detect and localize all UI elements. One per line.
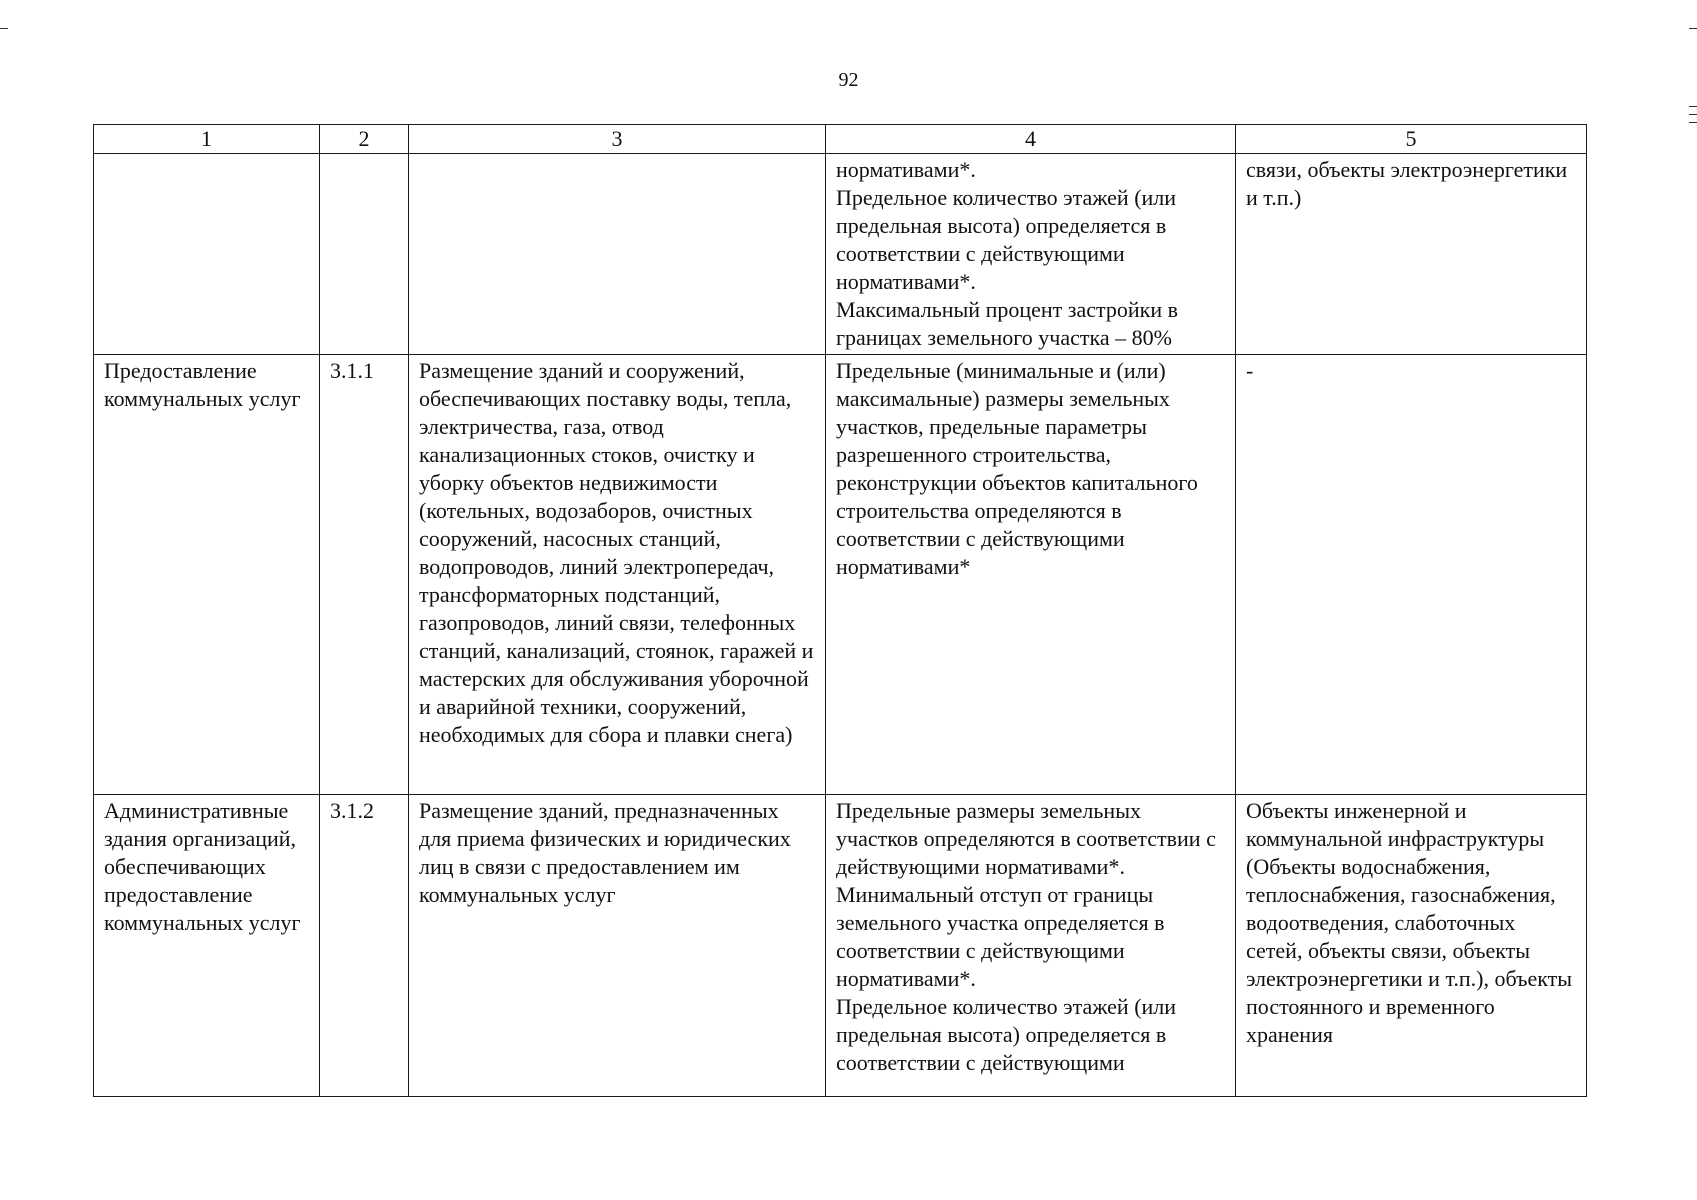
cell-related-objects: Объекты инженерной и коммунальной инфраструктуры (Объекты водоснабжения, теплоснабжения, газоснабжения, водоотведения, слаботочных сетей, объекты связи, объекты электроэнергетики и т.п.), объекты постоянного и временного хранения <box>1236 795 1587 1097</box>
cell-use-name <box>94 154 320 355</box>
cell-use-name: Предоставление коммунальных услуг <box>94 355 320 795</box>
scan-edge-mark <box>1689 114 1697 115</box>
column-header: 5 <box>1236 125 1587 154</box>
table-header-row <box>94 125 1587 154</box>
cell-related-objects: связи, объекты электроэнергетики и т.п.) <box>1236 154 1587 355</box>
cell-code: 3.1.2 <box>320 795 409 1097</box>
cell-description <box>409 154 826 355</box>
cell-description: Размещение зданий, предназначенных для приема физических и юридических лиц в связи с предоставлением им коммунальных услуг <box>409 795 826 1097</box>
cell-code: 3.1.1 <box>320 355 409 795</box>
column-header: 2 <box>320 125 409 154</box>
cell-code <box>320 154 409 355</box>
land-use-table <box>93 124 1587 1097</box>
scan-edge-mark <box>1689 28 1697 29</box>
scan-edge-mark <box>0 28 8 29</box>
cell-parameters: Предельные размеры земельных участков определяются в соответствии с действующими нормативами*. Минимальный отступ от границы земельного участка определяется в соответствии с действующими нормативами*. Предельное количество этажей (или предельная высота) определяется в соответствии с действующими <box>826 795 1236 1097</box>
table-row <box>94 154 1587 355</box>
page-number: 92 <box>838 69 859 91</box>
cell-parameters: нормативами*. Предельное количество этажей (или предельная высота) определяется в соответствии с действующими нормативами*. Максимальный процент застройки в границах земельного участка – 80% <box>826 154 1236 355</box>
cell-use-name: Административные здания организаций, обеспечивающих предоставление коммунальных услуг <box>94 795 320 1097</box>
scan-edge-mark <box>1689 122 1697 123</box>
column-header: 1 <box>94 125 320 154</box>
cell-description: Размещение зданий и сооружений, обеспечивающих поставку воды, тепла, электричества, газа, отвод канализационных стоков, очистку и уборку объектов недвижимости (котельных, водозаборов, очистных сооружений, насосных станций, водопроводов, линий электропередач, трансформаторных подстанций, газопроводов, линий связи, телефонных станций, канализаций, стоянок, гаражей и мастерских для обслуживания уборочной и аварийной техники, сооружений, необходимых для сбора и плавки снега) <box>409 355 826 795</box>
column-header: 4 <box>826 125 1236 154</box>
cell-parameters: Предельные (минимальные и (или) максимальные) размеры земельных участков, предельные параметры разрешенного строительства, реконструкции объектов капитального строительства определяются в соответствии с действующими нормативами* <box>826 355 1236 795</box>
scan-edge-mark <box>1689 106 1697 107</box>
cell-related-objects: - <box>1236 355 1587 795</box>
column-header: 3 <box>409 125 826 154</box>
table-row <box>94 795 1587 1097</box>
table-row <box>94 355 1587 795</box>
